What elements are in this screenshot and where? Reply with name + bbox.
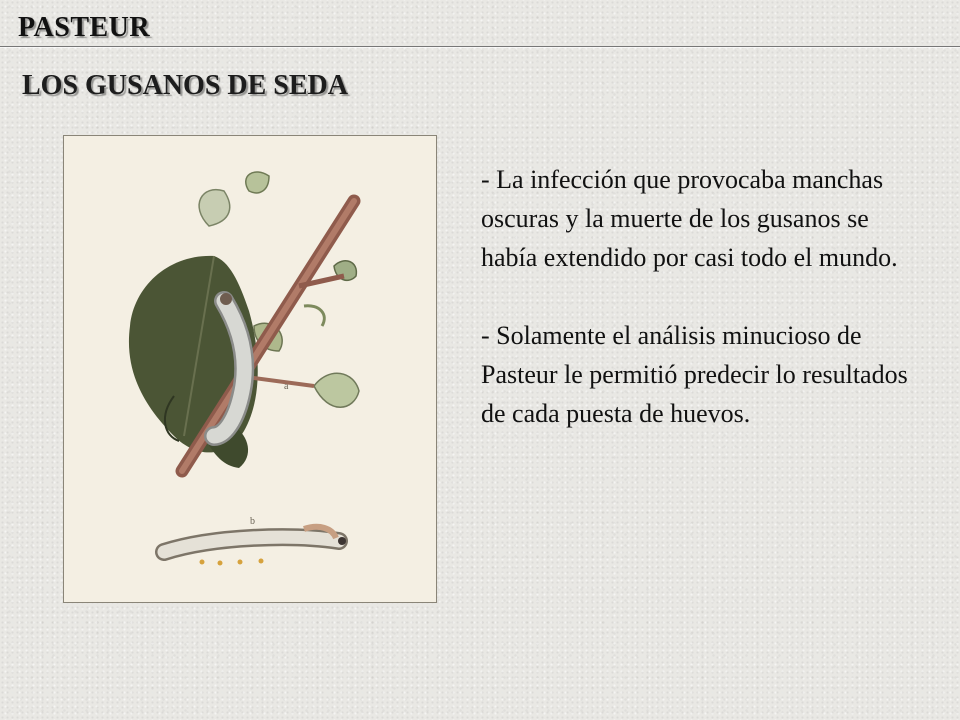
slide-body: [481, 160, 921, 472]
illustration-label-a: a: [284, 381, 289, 392]
body-paragraph: - La infección que provocaba manchas oscuras y la muerte de los gusanos se había extendido por casi todo el mundo.: [481, 165, 898, 272]
title-divider: [0, 46, 960, 47]
title-bar: [0, 0, 960, 48]
slide-subtitle: LOS GUSANOS DE SEDA: [22, 70, 348, 101]
slide-title: PASTEUR: [18, 12, 151, 43]
silkworm-larva: [164, 527, 346, 566]
silkworm-illustration: [63, 135, 437, 603]
illustration-label-b: b: [250, 516, 255, 527]
silkworm-drawing: [64, 136, 436, 602]
body-paragraph: - Solamente el análisis minucioso de Pasteur le permitió predecir lo resultados de cada puesta de huevos.: [481, 321, 908, 428]
